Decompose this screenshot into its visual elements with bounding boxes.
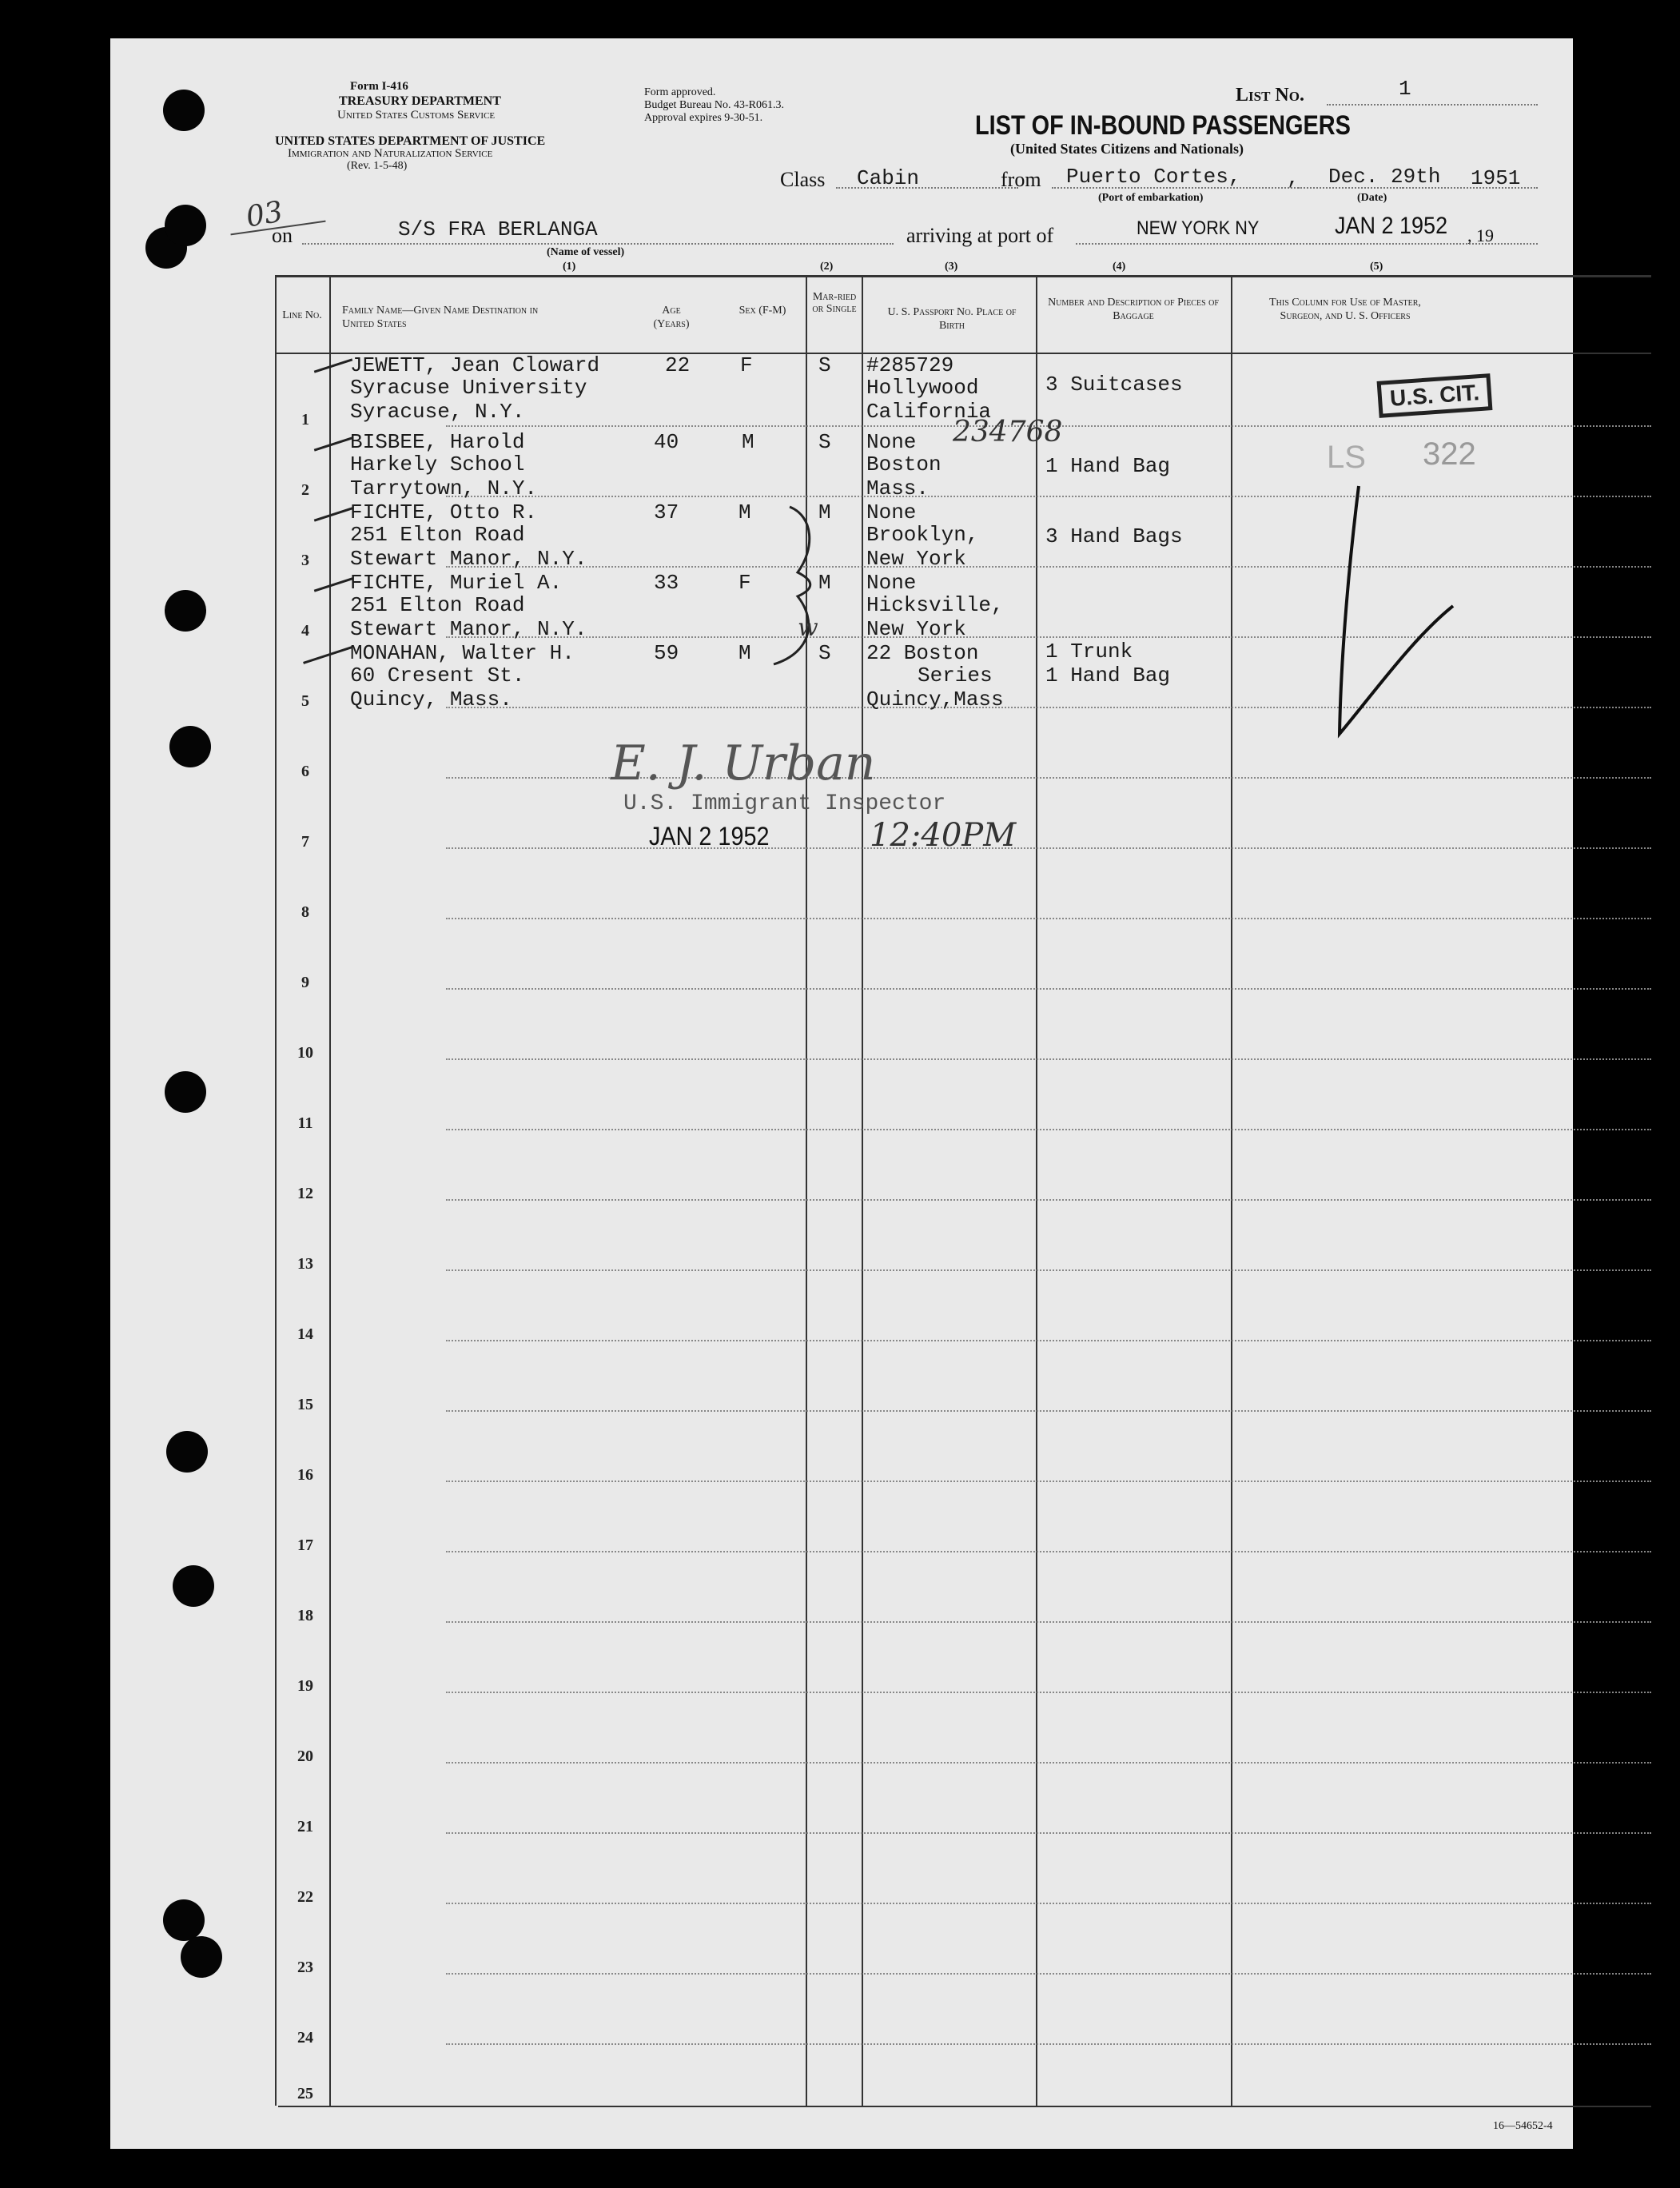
passport-col-border [1036, 275, 1037, 2106]
check-tick [303, 646, 352, 664]
header-name: Family Name—Given Name Destination in United States [342, 305, 539, 330]
line-number: 5 [301, 692, 309, 710]
row-separator [446, 847, 1651, 849]
passenger-name: FICHTE, Muriel A. [350, 571, 563, 595]
col-number-2: (2) [820, 261, 834, 273]
check-tick [314, 358, 352, 373]
row-separator [446, 1551, 1651, 1552]
header-passport: U. S. Passport No. Place of Birth [887, 306, 1017, 332]
passenger-name: JEWETT, Jean Cloward [350, 353, 600, 377]
col-number-4: (4) [1113, 261, 1126, 273]
inspector-signature: E. J. Urban [611, 735, 876, 791]
baggage-col-border [1231, 275, 1232, 2106]
passenger-destination: 251 Elton Road [350, 523, 525, 547]
col-number-5: (5) [1370, 261, 1383, 273]
passenger-name: MONAHAN, Walter H. [350, 641, 575, 665]
arrival-year-19: , 19 [1467, 225, 1494, 245]
check-tick [314, 507, 352, 521]
passenger-passport: None [866, 430, 917, 454]
passenger-name: FICHTE, Otto R. [350, 500, 538, 524]
passenger-birthplace: New York [866, 547, 966, 571]
treasury-label: TREASURY DEPARTMENT [339, 94, 501, 108]
passenger-passport: 22 Boston [866, 641, 979, 665]
vessel-underline [302, 243, 894, 245]
punch-hole [165, 205, 206, 246]
passenger-birthplace: Mass. [866, 476, 930, 500]
row-separator [446, 2043, 1651, 2045]
embark-date-value: Dec. 29th [1328, 165, 1441, 189]
punch-hole [173, 1565, 214, 1607]
passenger-passport: None [866, 571, 917, 595]
punch-hole [166, 1431, 208, 1473]
punch-hole [165, 590, 206, 632]
row-separator [446, 1481, 1651, 1482]
family-bracket [766, 500, 838, 676]
arrival-date-stamp: JAN 2 1952 [1335, 213, 1448, 239]
line-number: 23 [297, 1959, 313, 1976]
passenger-birthplace: Hicksville, [866, 593, 1004, 617]
line-number: 10 [297, 1044, 313, 1062]
line-number: 24 [297, 2029, 313, 2047]
line-number: 12 [297, 1185, 313, 1202]
document-subtitle: (United States Citizens and Nationals) [1010, 141, 1244, 157]
row-separator [446, 1410, 1651, 1412]
passenger-birthplace: California [866, 400, 992, 424]
passenger-birthplace: Quincy,Mass [866, 687, 1004, 711]
line-number: 1 [301, 411, 309, 428]
check-tick [314, 436, 352, 451]
passenger-birthplace: Brooklyn, [866, 523, 979, 547]
passenger-destination: 251 Elton Road [350, 593, 525, 617]
passenger-baggage: 3 Hand Bags [1045, 524, 1183, 548]
row-separator [446, 1621, 1651, 1623]
revision-label: (Rev. 1-5-48) [347, 160, 408, 172]
punch-hole [169, 726, 211, 767]
from-label: from [1001, 168, 1041, 191]
inspection-time: 12:40PM [870, 817, 1017, 854]
arriving-label: arriving at port of [906, 224, 1054, 247]
table-top-border [275, 275, 1651, 277]
line-number: 6 [301, 763, 309, 780]
port-embarkation-value: Puerto Cortes, [1066, 165, 1241, 189]
row-separator [446, 1340, 1651, 1341]
line-number: 19 [297, 1677, 313, 1695]
inspection-date-stamp: JAN 2 1952 [649, 822, 770, 851]
embark-date-year: 1951 [1471, 166, 1521, 190]
passenger-destination: Quincy, Mass. [350, 687, 512, 711]
line-number: 8 [301, 903, 309, 921]
line-number: 14 [297, 1325, 313, 1343]
list-no-value: 1 [1399, 77, 1411, 101]
passenger-sex: F [738, 571, 751, 595]
passenger-age: 33 [654, 571, 679, 595]
passenger-marital-status: S [818, 641, 831, 665]
passenger-baggage: 1 Hand Bag [1045, 664, 1171, 687]
passenger-sex: F [740, 353, 753, 377]
header-line-no: Line No. [282, 309, 322, 321]
port-embarkation-label: (Port of embarkation) [1098, 192, 1204, 204]
passenger-name: BISBEE, Harold [350, 430, 525, 454]
line-number: 15 [297, 1396, 313, 1413]
punch-hole [163, 1899, 205, 1941]
passenger-sex: M [738, 641, 751, 665]
line-number: 7 [301, 833, 309, 851]
line-number: 21 [297, 1818, 313, 1835]
margin-handwritten-mark: 03 [243, 195, 286, 234]
passenger-baggage: 1 Hand Bag [1045, 454, 1171, 478]
passenger-birthplace: Series [918, 664, 993, 687]
line-number: 16 [297, 1466, 313, 1484]
punch-hole [165, 1071, 206, 1113]
row-separator [446, 1269, 1651, 1271]
row-separator [446, 1762, 1651, 1764]
row-separator [446, 918, 1651, 919]
table-bottom-border [278, 2106, 1651, 2107]
ls-stamp: LS [1327, 440, 1366, 475]
punch-hole [181, 1936, 222, 1978]
header-officers: This Column for Use of Master, Surgeon, and U. S. Officers [1269, 297, 1421, 322]
arrival-port: NEW YORK NY [1137, 217, 1260, 239]
line-number: 17 [297, 1536, 313, 1554]
handwritten-w: w [798, 614, 818, 642]
document-title: LIST OF IN-BOUND PASSENGERS [975, 110, 1351, 141]
passenger-age: 40 [654, 430, 679, 454]
punch-hole [163, 90, 205, 131]
row-separator [446, 1058, 1651, 1060]
passenger-destination: Syracuse University [350, 376, 587, 400]
check-tick [314, 577, 352, 592]
passenger-marital-status: M [818, 500, 831, 524]
passenger-destination: Tarrytown, N.Y. [350, 476, 538, 500]
passport-handwritten-number: 234768 [953, 416, 1063, 448]
line-number: 20 [297, 1748, 313, 1765]
row-separator [446, 1129, 1651, 1130]
passenger-marital-status: S [818, 430, 831, 454]
passenger-marital-status: S [818, 353, 831, 377]
form-approved: Form approved. [644, 86, 716, 98]
row-separator [446, 1692, 1651, 1693]
row-separator [446, 1832, 1651, 1834]
customs-label: United States Customs Service [337, 109, 496, 122]
list-no-label: List No. [1236, 85, 1304, 106]
header-age: Age (Years) [653, 305, 690, 330]
passenger-sex: M [742, 430, 754, 454]
form-number: Form I-416 [350, 80, 408, 93]
document-page [110, 38, 1573, 2149]
line-number: 9 [301, 974, 309, 991]
budget-bureau: Budget Bureau No. 43-R061.3. [644, 99, 784, 111]
inspector-title: U.S. Immigrant Inspector [623, 791, 946, 816]
passenger-destination: Stewart Manor, N.Y. [350, 547, 587, 571]
row-separator [446, 1199, 1651, 1201]
passenger-age: 22 [665, 353, 691, 377]
passenger-destination: 60 Cresent St. [350, 664, 525, 687]
list-no-underline [1327, 104, 1538, 106]
ins-label: Immigration and Naturalization Service [288, 147, 493, 160]
col-number-3: (3) [945, 261, 958, 273]
table-left-border [275, 275, 277, 2106]
passenger-destination: Syracuse, N.Y. [350, 400, 525, 424]
row-separator [446, 988, 1651, 990]
passenger-birthplace: Hollywood [866, 376, 979, 400]
header-married: Mar-ried or Single [812, 291, 857, 315]
line-number: 3 [301, 552, 309, 569]
ls-number-stamp: 322 [1423, 436, 1476, 472]
passenger-destination: Stewart Manor, N.Y. [350, 617, 587, 641]
large-check-mark [1293, 438, 1533, 758]
line-number: 4 [301, 622, 309, 640]
vessel-name: S/S FRA BERLANGA [398, 217, 598, 241]
class-value: Cabin [857, 166, 920, 190]
footer-form-code: 16—54652-4 [1493, 2120, 1553, 2132]
us-citizen-stamp: U.S. CIT. [1377, 373, 1493, 418]
passenger-baggage: 1 Trunk [1045, 640, 1133, 664]
line-number: 18 [297, 1607, 313, 1624]
on-label: on [272, 224, 293, 247]
line-number: 22 [297, 1888, 313, 1906]
line-number: 11 [297, 1114, 313, 1132]
row-separator [446, 1903, 1651, 1904]
header-sex: Sex (F-M) [738, 305, 786, 317]
passenger-age: 59 [654, 641, 679, 665]
passenger-sex: M [738, 500, 751, 524]
passenger-birthplace: New York [866, 617, 966, 641]
date-comma: , [1287, 166, 1300, 190]
married-col-border [862, 275, 863, 2106]
passenger-age: 37 [654, 500, 679, 524]
passenger-birthplace: Boston [866, 452, 942, 476]
line-col-border [329, 275, 331, 2106]
approval-expires: Approval expires 9-30-51. [644, 112, 763, 124]
class-label: Class [780, 168, 826, 191]
passenger-passport: #285729 [866, 353, 954, 377]
line-number: 25 [297, 2085, 313, 2102]
vessel-label: (Name of vessel) [547, 246, 625, 258]
line-number: 2 [301, 481, 309, 499]
line-number: 13 [297, 1255, 313, 1273]
passenger-baggage: 3 Suitcases [1045, 373, 1183, 397]
header-baggage: Number and Description of Pieces of Baggage [1048, 297, 1219, 322]
passenger-destination: Harkely School [350, 452, 525, 476]
passenger-marital-status: M [818, 571, 831, 595]
justice-label: UNITED STATES DEPARTMENT OF JUSTICE [275, 134, 546, 148]
date-label: (Date) [1357, 192, 1387, 204]
passenger-passport: None [866, 500, 917, 524]
row-separator [446, 1973, 1651, 1975]
vessel-col-no: (1) [563, 261, 576, 273]
